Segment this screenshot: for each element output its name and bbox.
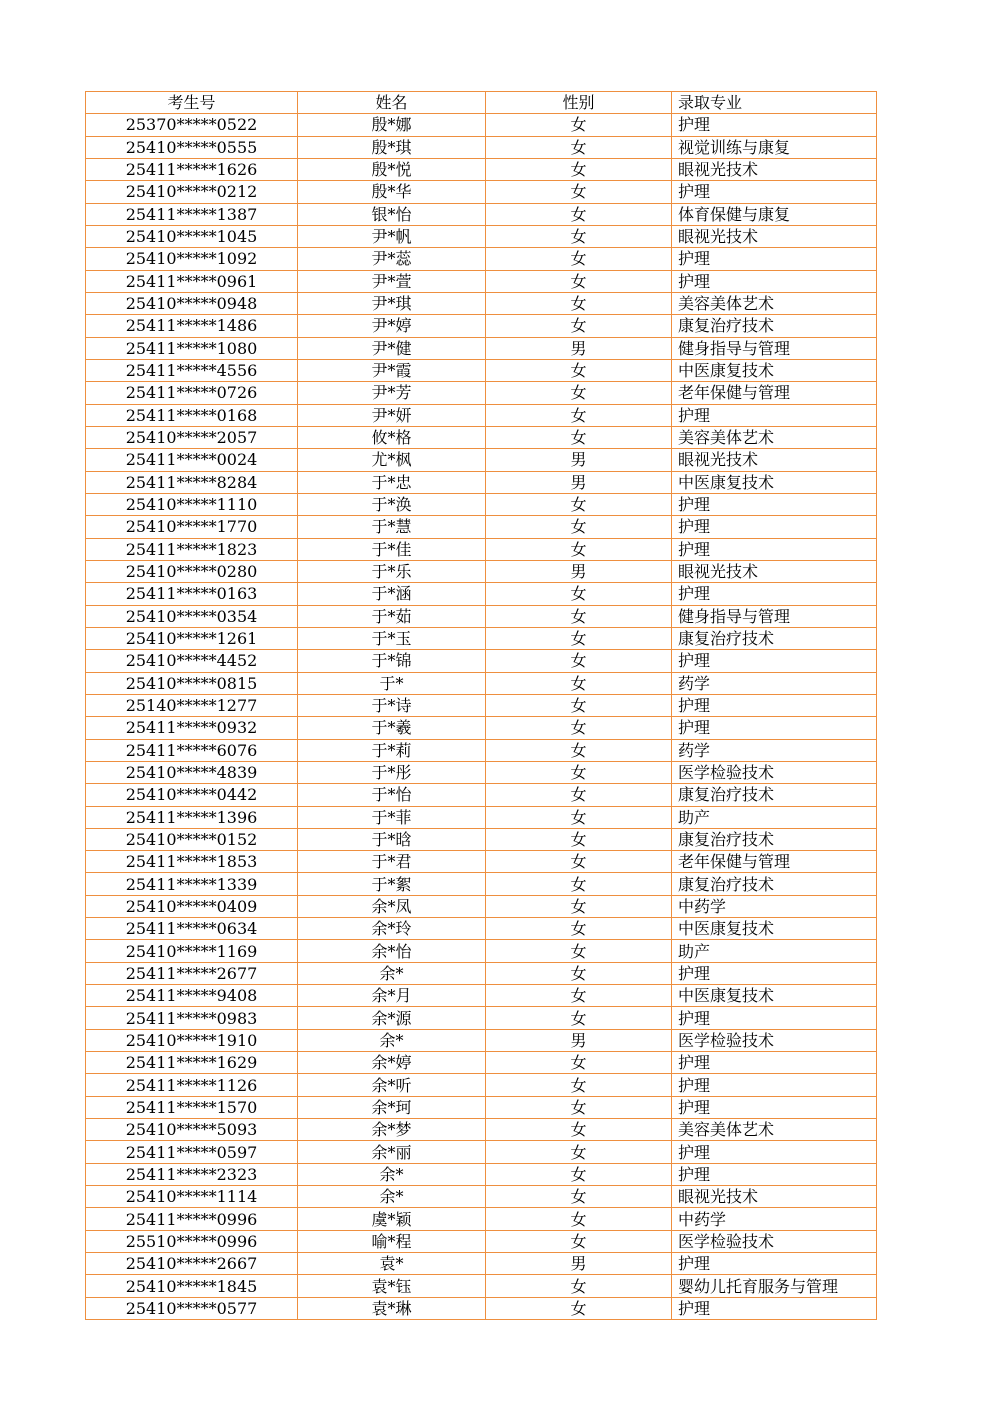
cell-gender: 女 <box>486 627 672 649</box>
cell-gender: 女 <box>486 1096 672 1118</box>
table-row <box>86 404 877 426</box>
cell-name: 尹*芳 <box>298 382 486 404</box>
cell-major: 美容美体艺术 <box>672 426 877 448</box>
cell-name: 于*晗 <box>298 828 486 850</box>
table-row <box>86 918 877 940</box>
cell-major: 护理 <box>672 1007 877 1029</box>
cell-exam-number: 25411*****0996 <box>86 1208 298 1230</box>
cell-name: 袁*钰 <box>298 1275 486 1297</box>
table-row <box>86 940 877 962</box>
table-row <box>86 962 877 984</box>
header-name: 姓名 <box>298 92 486 114</box>
table-row <box>86 583 877 605</box>
cell-exam-number: 25411*****2323 <box>86 1163 298 1185</box>
cell-exam-number: 25410*****1114 <box>86 1186 298 1208</box>
cell-name: 殷*琪 <box>298 136 486 158</box>
table-row <box>86 1096 877 1118</box>
cell-name: 于* <box>298 672 486 694</box>
cell-major: 护理 <box>672 650 877 672</box>
cell-name: 尹*萱 <box>298 270 486 292</box>
cell-major: 医学检验技术 <box>672 1230 877 1252</box>
table-row <box>86 560 877 582</box>
table-row <box>86 985 877 1007</box>
cell-name: 于*羲 <box>298 717 486 739</box>
table-row <box>86 449 877 471</box>
cell-gender: 女 <box>486 962 672 984</box>
table-row <box>86 605 877 627</box>
cell-major: 健身指导与管理 <box>672 337 877 359</box>
table-row <box>86 650 877 672</box>
cell-major: 老年保健与管理 <box>672 382 877 404</box>
cell-exam-number: 25411*****0168 <box>86 404 298 426</box>
cell-gender: 男 <box>486 1253 672 1275</box>
cell-name: 于*涣 <box>298 493 486 515</box>
cell-exam-number: 25411*****1126 <box>86 1074 298 1096</box>
table-row <box>86 1052 877 1074</box>
cell-name: 余*玲 <box>298 918 486 940</box>
header-gender: 性别 <box>486 92 672 114</box>
cell-major: 中医康复技术 <box>672 471 877 493</box>
cell-gender: 女 <box>486 918 672 940</box>
table-row <box>86 315 877 337</box>
cell-exam-number: 25410*****1092 <box>86 248 298 270</box>
table-row <box>86 158 877 180</box>
cell-exam-number: 25410*****5093 <box>86 1119 298 1141</box>
cell-major: 护理 <box>672 538 877 560</box>
cell-exam-number: 25410*****1045 <box>86 225 298 247</box>
cell-gender: 女 <box>486 985 672 1007</box>
cell-exam-number: 25411*****1853 <box>86 851 298 873</box>
cell-major: 中药学 <box>672 1208 877 1230</box>
cell-exam-number: 25411*****1570 <box>86 1096 298 1118</box>
table-row <box>86 1119 877 1141</box>
cell-exam-number: 25410*****1770 <box>86 516 298 538</box>
cell-major: 眼视光技术 <box>672 158 877 180</box>
table-row <box>86 895 877 917</box>
cell-gender: 女 <box>486 1208 672 1230</box>
cell-name: 殷*华 <box>298 181 486 203</box>
cell-major: 中药学 <box>672 895 877 917</box>
table-row <box>86 382 877 404</box>
table-row <box>86 248 877 270</box>
cell-major: 婴幼儿托育服务与管理 <box>672 1275 877 1297</box>
cell-gender: 女 <box>486 315 672 337</box>
table-row <box>86 181 877 203</box>
cell-name: 余* <box>298 1186 486 1208</box>
cell-exam-number: 25410*****2057 <box>86 426 298 448</box>
cell-major: 眼视光技术 <box>672 225 877 247</box>
table-row <box>86 694 877 716</box>
table-row <box>86 1029 877 1051</box>
cell-gender: 女 <box>486 1163 672 1185</box>
cell-major: 健身指导与管理 <box>672 605 877 627</box>
cell-gender: 女 <box>486 203 672 225</box>
cell-gender: 女 <box>486 605 672 627</box>
cell-name: 余* <box>298 1163 486 1185</box>
table-row <box>86 136 877 158</box>
cell-name: 尹*琪 <box>298 292 486 314</box>
cell-gender: 女 <box>486 940 672 962</box>
cell-gender: 女 <box>486 404 672 426</box>
table-body <box>86 114 877 1320</box>
cell-major: 康复治疗技术 <box>672 828 877 850</box>
cell-name: 于*慧 <box>298 516 486 538</box>
table-row <box>86 359 877 381</box>
table-row <box>86 806 877 828</box>
cell-major: 美容美体艺术 <box>672 292 877 314</box>
cell-major: 康复治疗技术 <box>672 873 877 895</box>
cell-name: 余*凤 <box>298 895 486 917</box>
cell-major: 眼视光技术 <box>672 1186 877 1208</box>
table-row <box>86 471 877 493</box>
cell-exam-number: 25410*****0555 <box>86 136 298 158</box>
cell-major: 助产 <box>672 806 877 828</box>
table-row <box>86 292 877 314</box>
cell-name: 余*梦 <box>298 1119 486 1141</box>
cell-gender: 女 <box>486 359 672 381</box>
cell-name: 于*彤 <box>298 761 486 783</box>
cell-name: 攸*格 <box>298 426 486 448</box>
cell-name: 余*听 <box>298 1074 486 1096</box>
cell-name: 于*佳 <box>298 538 486 560</box>
cell-gender: 女 <box>486 292 672 314</box>
cell-exam-number: 25410*****2667 <box>86 1253 298 1275</box>
cell-major: 药学 <box>672 672 877 694</box>
cell-major: 护理 <box>672 1074 877 1096</box>
cell-gender: 女 <box>486 895 672 917</box>
cell-gender: 女 <box>486 828 672 850</box>
cell-major: 康复治疗技术 <box>672 627 877 649</box>
cell-exam-number: 25410*****1845 <box>86 1275 298 1297</box>
cell-gender: 女 <box>486 650 672 672</box>
cell-gender: 女 <box>486 1141 672 1163</box>
table-row <box>86 270 877 292</box>
table-row <box>86 516 877 538</box>
cell-gender: 女 <box>486 136 672 158</box>
cell-exam-number: 25410*****4839 <box>86 761 298 783</box>
cell-gender: 女 <box>486 426 672 448</box>
cell-exam-number: 25411*****8284 <box>86 471 298 493</box>
cell-gender: 男 <box>486 337 672 359</box>
cell-major: 护理 <box>672 583 877 605</box>
cell-major: 护理 <box>672 1096 877 1118</box>
table-row <box>86 426 877 448</box>
cell-exam-number: 25410*****0212 <box>86 181 298 203</box>
cell-gender: 女 <box>486 1275 672 1297</box>
cell-gender: 女 <box>486 114 672 136</box>
cell-gender: 女 <box>486 739 672 761</box>
cell-exam-number: 25411*****1629 <box>86 1052 298 1074</box>
cell-name: 尹*健 <box>298 337 486 359</box>
table-row <box>86 337 877 359</box>
cell-name: 尹*蕊 <box>298 248 486 270</box>
cell-name: 于*莉 <box>298 739 486 761</box>
cell-exam-number: 25410*****0280 <box>86 560 298 582</box>
cell-exam-number: 25410*****0409 <box>86 895 298 917</box>
cell-exam-number: 25410*****0577 <box>86 1297 298 1319</box>
table-row <box>86 828 877 850</box>
cell-exam-number: 25410*****0815 <box>86 672 298 694</box>
cell-major: 护理 <box>672 694 877 716</box>
cell-exam-number: 25411*****1823 <box>86 538 298 560</box>
cell-exam-number: 25411*****0932 <box>86 717 298 739</box>
cell-major: 助产 <box>672 940 877 962</box>
cell-major: 护理 <box>672 248 877 270</box>
cell-name: 袁*琳 <box>298 1297 486 1319</box>
cell-name: 殷*悦 <box>298 158 486 180</box>
cell-major: 护理 <box>672 181 877 203</box>
cell-exam-number: 25411*****1080 <box>86 337 298 359</box>
cell-name: 余*婷 <box>298 1052 486 1074</box>
cell-exam-number: 25411*****0597 <box>86 1141 298 1163</box>
cell-exam-number: 25411*****0634 <box>86 918 298 940</box>
cell-gender: 女 <box>486 1007 672 1029</box>
cell-exam-number: 25410*****4452 <box>86 650 298 672</box>
cell-gender: 男 <box>486 1029 672 1051</box>
cell-major: 老年保健与管理 <box>672 851 877 873</box>
table-row <box>86 717 877 739</box>
cell-gender: 男 <box>486 449 672 471</box>
cell-gender: 女 <box>486 1074 672 1096</box>
cell-exam-number: 25410*****1110 <box>86 493 298 515</box>
cell-gender: 女 <box>486 1186 672 1208</box>
table-row <box>86 739 877 761</box>
cell-major: 美容美体艺术 <box>672 1119 877 1141</box>
cell-name: 余*丽 <box>298 1141 486 1163</box>
cell-major: 护理 <box>672 1052 877 1074</box>
cell-gender: 女 <box>486 873 672 895</box>
cell-gender: 女 <box>486 270 672 292</box>
cell-gender: 女 <box>486 851 672 873</box>
cell-gender: 女 <box>486 672 672 694</box>
header-major: 录取专业 <box>672 92 877 114</box>
cell-exam-number: 25411*****0163 <box>86 583 298 605</box>
table-row <box>86 1275 877 1297</box>
header-exam-number: 考生号 <box>86 92 298 114</box>
cell-exam-number: 25410*****1261 <box>86 627 298 649</box>
cell-name: 余*源 <box>298 1007 486 1029</box>
table-row <box>86 493 877 515</box>
cell-exam-number: 25410*****1169 <box>86 940 298 962</box>
cell-exam-number: 25411*****1387 <box>86 203 298 225</box>
cell-exam-number: 25510*****0996 <box>86 1230 298 1252</box>
cell-gender: 女 <box>486 225 672 247</box>
cell-gender: 女 <box>486 694 672 716</box>
table-row <box>86 1141 877 1163</box>
cell-name: 于*玉 <box>298 627 486 649</box>
cell-major: 中医康复技术 <box>672 985 877 1007</box>
cell-exam-number: 25411*****1486 <box>86 315 298 337</box>
cell-exam-number: 25411*****6076 <box>86 739 298 761</box>
cell-name: 于*忠 <box>298 471 486 493</box>
cell-exam-number: 25370*****0522 <box>86 114 298 136</box>
cell-major: 体育保健与康复 <box>672 203 877 225</box>
table-row <box>86 627 877 649</box>
cell-name: 余* <box>298 962 486 984</box>
cell-name: 于*絮 <box>298 873 486 895</box>
cell-major: 护理 <box>672 717 877 739</box>
cell-major: 中医康复技术 <box>672 918 877 940</box>
cell-major: 护理 <box>672 1141 877 1163</box>
table-row <box>86 1297 877 1319</box>
admission-table <box>85 91 877 1320</box>
cell-name: 于*锦 <box>298 650 486 672</box>
cell-gender: 女 <box>486 784 672 806</box>
table-row <box>86 1230 877 1252</box>
cell-exam-number: 25410*****0442 <box>86 784 298 806</box>
cell-major: 护理 <box>672 1297 877 1319</box>
cell-gender: 女 <box>486 181 672 203</box>
table-row <box>86 114 877 136</box>
cell-exam-number: 25411*****0961 <box>86 270 298 292</box>
table-row <box>86 784 877 806</box>
cell-exam-number: 25411*****1339 <box>86 873 298 895</box>
cell-gender: 女 <box>486 158 672 180</box>
cell-gender: 女 <box>486 382 672 404</box>
cell-major: 康复治疗技术 <box>672 315 877 337</box>
cell-name: 于*涵 <box>298 583 486 605</box>
cell-gender: 女 <box>486 761 672 783</box>
cell-exam-number: 25411*****9408 <box>86 985 298 1007</box>
cell-name: 于*乐 <box>298 560 486 582</box>
cell-name: 尹*婷 <box>298 315 486 337</box>
cell-major: 护理 <box>672 516 877 538</box>
cell-exam-number: 25410*****0152 <box>86 828 298 850</box>
cell-major: 护理 <box>672 404 877 426</box>
cell-name: 袁* <box>298 1253 486 1275</box>
cell-major: 视觉训练与康复 <box>672 136 877 158</box>
cell-name: 虞*颖 <box>298 1208 486 1230</box>
cell-name: 尹*霞 <box>298 359 486 381</box>
table-row <box>86 1163 877 1185</box>
cell-exam-number: 25411*****4556 <box>86 359 298 381</box>
table-row <box>86 851 877 873</box>
cell-gender: 女 <box>486 806 672 828</box>
cell-exam-number: 25140*****1277 <box>86 694 298 716</box>
cell-name: 于*君 <box>298 851 486 873</box>
cell-name: 余* <box>298 1029 486 1051</box>
table-row <box>86 1074 877 1096</box>
cell-gender: 女 <box>486 538 672 560</box>
cell-name: 余*怡 <box>298 940 486 962</box>
cell-major: 护理 <box>672 493 877 515</box>
cell-gender: 女 <box>486 516 672 538</box>
cell-major: 医学检验技术 <box>672 761 877 783</box>
cell-major: 眼视光技术 <box>672 449 877 471</box>
cell-gender: 女 <box>486 717 672 739</box>
table-row <box>86 761 877 783</box>
cell-major: 护理 <box>672 1163 877 1185</box>
header-row <box>86 92 877 114</box>
cell-major: 护理 <box>672 270 877 292</box>
cell-exam-number: 25410*****0948 <box>86 292 298 314</box>
cell-gender: 女 <box>486 583 672 605</box>
cell-exam-number: 25411*****0726 <box>86 382 298 404</box>
cell-major: 护理 <box>672 1253 877 1275</box>
cell-exam-number: 25411*****0024 <box>86 449 298 471</box>
cell-major: 康复治疗技术 <box>672 784 877 806</box>
table-row <box>86 672 877 694</box>
cell-name: 殷*娜 <box>298 114 486 136</box>
cell-major: 护理 <box>672 114 877 136</box>
cell-exam-number: 25410*****0354 <box>86 605 298 627</box>
table-row <box>86 225 877 247</box>
cell-exam-number: 25411*****0983 <box>86 1007 298 1029</box>
table-row <box>86 538 877 560</box>
cell-name: 尹*帆 <box>298 225 486 247</box>
cell-exam-number: 25411*****1396 <box>86 806 298 828</box>
cell-major: 眼视光技术 <box>672 560 877 582</box>
cell-name: 尹*妍 <box>298 404 486 426</box>
cell-major: 中医康复技术 <box>672 359 877 381</box>
cell-gender: 女 <box>486 248 672 270</box>
cell-name: 尤*枫 <box>298 449 486 471</box>
table-row <box>86 1253 877 1275</box>
cell-name: 于*菲 <box>298 806 486 828</box>
cell-name: 余*月 <box>298 985 486 1007</box>
cell-gender: 女 <box>486 1297 672 1319</box>
table-row <box>86 1007 877 1029</box>
cell-exam-number: 25410*****1910 <box>86 1029 298 1051</box>
cell-gender: 女 <box>486 1119 672 1141</box>
cell-name: 于*诗 <box>298 694 486 716</box>
cell-gender: 女 <box>486 1052 672 1074</box>
table-row <box>86 1208 877 1230</box>
cell-name: 余*珂 <box>298 1096 486 1118</box>
cell-name: 喻*程 <box>298 1230 486 1252</box>
cell-major: 医学检验技术 <box>672 1029 877 1051</box>
cell-name: 于*茹 <box>298 605 486 627</box>
table-row <box>86 1186 877 1208</box>
cell-name: 于*怡 <box>298 784 486 806</box>
cell-major: 药学 <box>672 739 877 761</box>
table-row <box>86 873 877 895</box>
table-row <box>86 203 877 225</box>
cell-gender: 女 <box>486 1230 672 1252</box>
cell-major: 护理 <box>672 962 877 984</box>
cell-exam-number: 25411*****1626 <box>86 158 298 180</box>
cell-gender: 女 <box>486 493 672 515</box>
cell-exam-number: 25411*****2677 <box>86 962 298 984</box>
cell-gender: 男 <box>486 471 672 493</box>
cell-gender: 男 <box>486 560 672 582</box>
cell-name: 银*怡 <box>298 203 486 225</box>
